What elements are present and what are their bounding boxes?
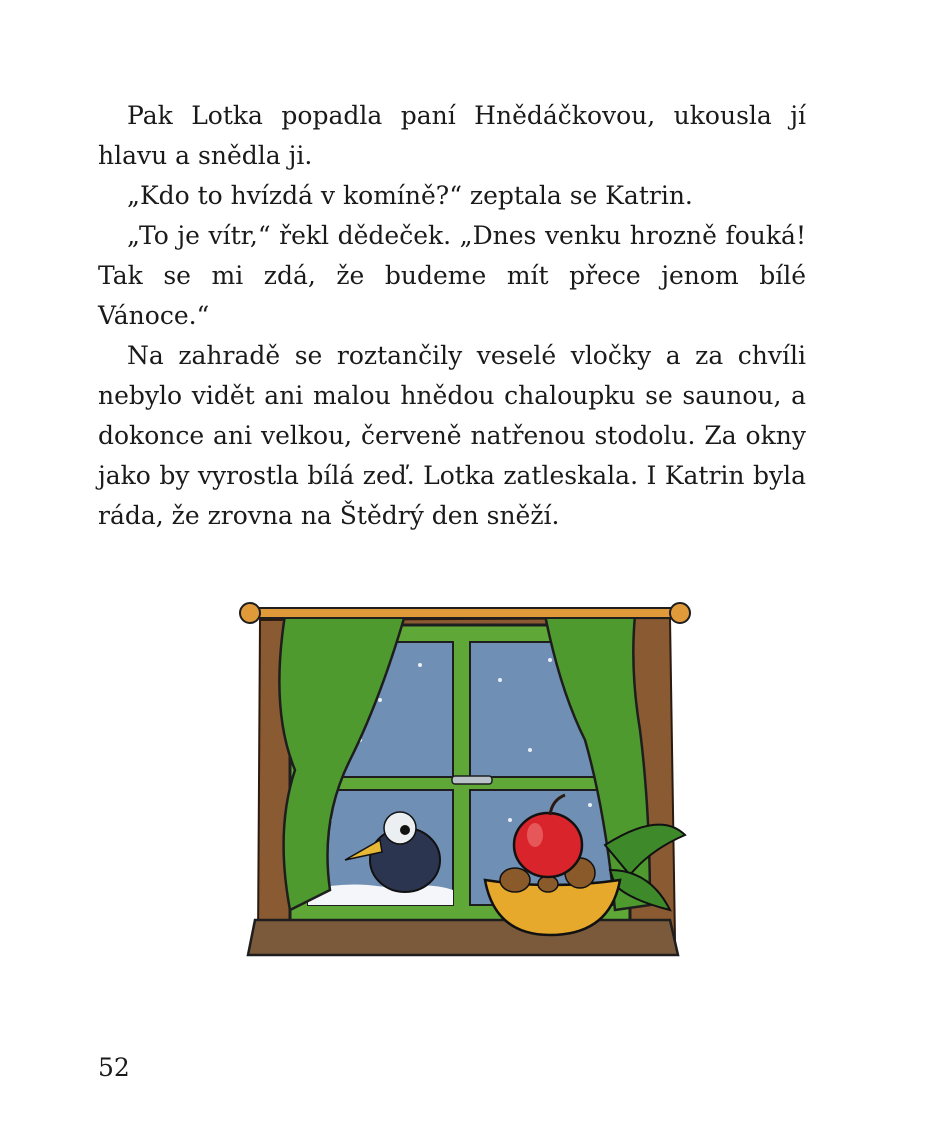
paragraph: Pak Lotka popadla paní Hnědáčkovou, ukousla jí hlavu a snědla ji. — [98, 101, 806, 170]
paragraph: „To je vítr,“ řekl dědeček. „Dnes venku hrozně fouká! Tak se mi zdá, že budeme mít přece jenom bílé Vánoce.“ — [98, 221, 806, 330]
window-latch — [452, 776, 492, 784]
curtain-rod — [250, 608, 680, 618]
apple — [514, 813, 582, 877]
paragraph: „Kdo to hvízdá v komíně?“ zeptala se Katrin. — [127, 181, 693, 210]
story-text — [98, 96, 806, 536]
page-number: 52 — [98, 1053, 130, 1082]
window-sill — [248, 920, 678, 955]
paragraph: Na zahradě se roztančily veselé vločky a za chvíli nebylo vidět ani malou hnědou chaloupku se saunou, a dokonce ani velkou, červeně natřenou stodolu. Za okny jako by vyrostla bílá zeď. Lotka zatleskala. I Katrin byla ráda, že zrovna na Štědrý den sněží. — [98, 341, 806, 530]
window-illustration — [230, 590, 700, 990]
